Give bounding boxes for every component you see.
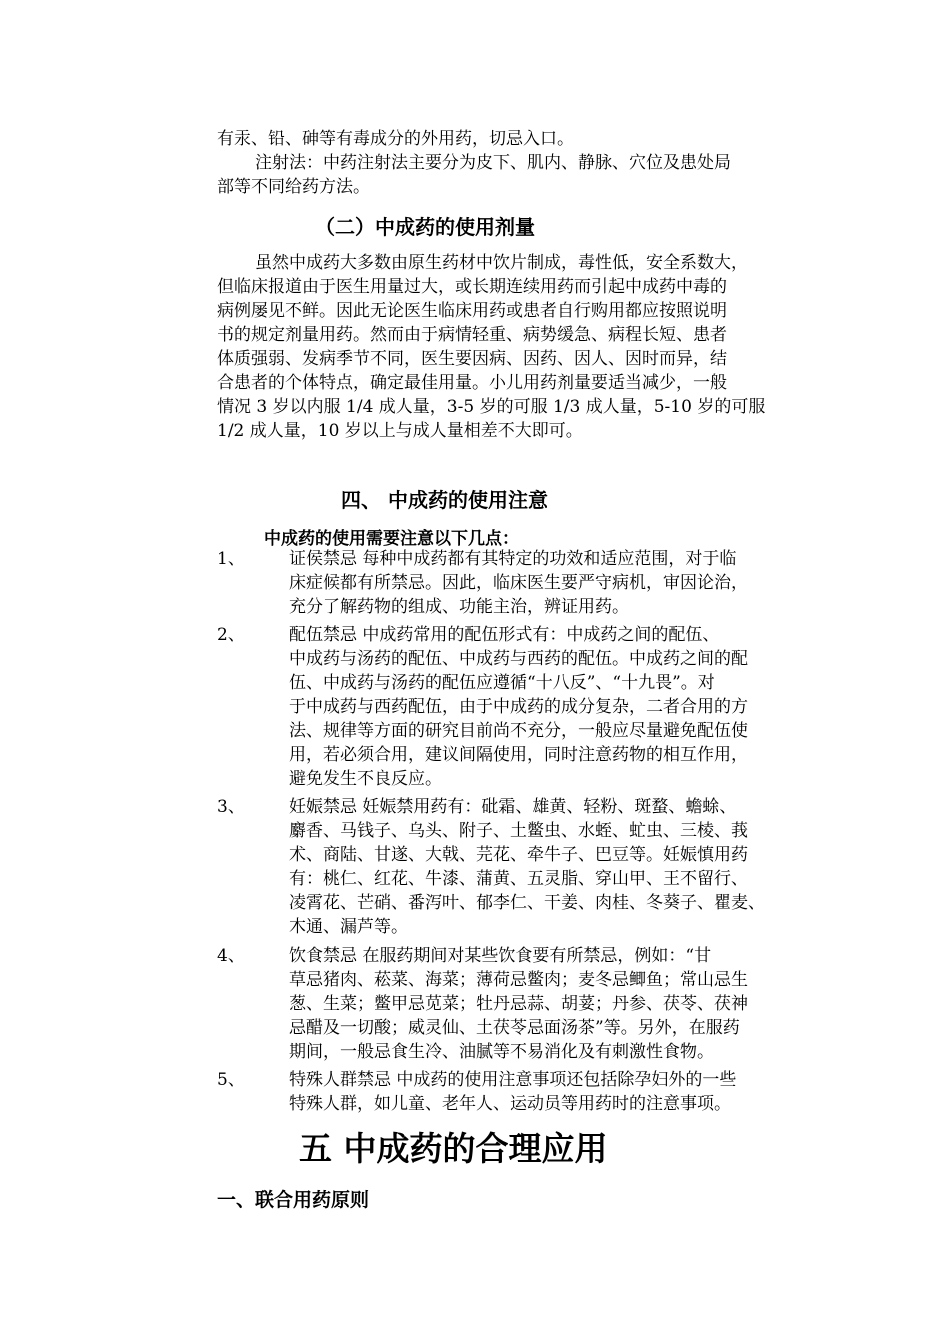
paragraph-line: 1/2 成人量，10 岁以上与成人量相差不大即可。 <box>217 421 583 441</box>
notes-intro: 中成药的使用需要注意以下几点： <box>264 529 519 549</box>
list-item-line: 麝香、马钱子、乌头、附子、土鳖虫、水蛭、虻虫、三棱、莪 <box>289 821 748 841</box>
list-item-line: 避免发生不良反应。 <box>289 769 442 789</box>
list-number: 1、 <box>217 549 245 569</box>
list-number: 2、 <box>217 625 245 645</box>
list-number: 5、 <box>217 1070 245 1090</box>
list-item-line: 葱、生菜；鳖甲忌苋菜；牡丹忌蒜、胡荽；丹参、茯苓、茯神 <box>289 994 748 1014</box>
paragraph-line: 但临床报道由于医生用量过大，或长期连续用药而引起中成药中毒的 <box>217 277 727 297</box>
list-item-line: 证侯禁忌 每种中成药都有其特定的功效和适应范围，对于临 <box>289 549 737 569</box>
list-item-line: 法、规律等方面的研究目前尚不充分，一般应尽量避免配伍使 <box>289 721 748 741</box>
intro-line: 有汞、铅、砷等有毒成分的外用药，切忌入口。 <box>217 129 574 149</box>
list-item-line: 伍、中成药与汤药的配伍应遵循“十八反”、“十九畏”。对 <box>289 673 715 693</box>
list-item-line: 饮食禁忌 在服药期间对某些饮食要有所禁忌，例如：“甘 <box>289 946 712 966</box>
intro-line: 部等不同给药方法。 <box>217 177 370 197</box>
list-item-line: 床症候都有所禁忌。因此，临床医生要严守病机，审因论治， <box>289 573 748 593</box>
list-item-line: 特殊人群，如儿童、老年人、运动员等用药时的注意事项。 <box>289 1094 731 1114</box>
section-heading-dosage: （二）中成药的使用剂量 <box>315 215 535 239</box>
list-item-line: 期间，一般忌食生冷、油腻等不易消化及有刺激性食物。 <box>289 1042 714 1062</box>
list-item-line: 木通、漏芦等。 <box>289 917 408 937</box>
paragraph-line: 合患者的个体特点，确定最佳用量。小儿用药剂量要适当减少，一般 <box>217 373 727 393</box>
list-item-line: 用，若必须合用，建议间隔使用，同时注意药物的相互作用， <box>289 745 748 765</box>
list-item-line: 凌霄花、芒硝、番泻叶、郁李仁、干姜、肉桂、冬葵子、瞿麦、 <box>289 893 765 913</box>
list-item-line: 有：桃仁、红花、牛漆、蒲黄、五灵脂、穿山甲、王不留行、 <box>289 869 748 889</box>
list-item-line: 配伍禁忌 中成药常用的配伍形式有：中成药之间的配伍、 <box>289 625 720 645</box>
paragraph-line: 病例屡见不鲜。因此无论医生临床用药或患者自行购用都应按照说明 <box>217 301 727 321</box>
list-item-line: 忌醋及一切酸；威灵仙、土茯苓忌面汤茶”等。另外，在服药 <box>289 1018 740 1038</box>
intro-line: 注射法：中药注射法主要分为皮下、肌内、静脉、穴位及患处局 <box>255 153 731 173</box>
list-item-line: 术、商陆、甘遂、大戟、芫花、牵牛子、巴豆等。妊娠慎用药 <box>289 845 748 865</box>
list-item-line: 中成药与汤药的配伍、中成药与西药的配伍。中成药之间的配 <box>289 649 748 669</box>
list-number: 4、 <box>217 946 245 966</box>
list-item-line: 妊娠禁忌 妊娠禁用药有：砒霜、雄黄、轻粉、斑蝥、蟾蜍、 <box>289 797 737 817</box>
list-item-line: 于中成药与西药配伍，由于中成药的成分复杂，二者合用的方 <box>289 697 748 717</box>
section-heading-notes: 四、 中成药的使用注意 <box>341 488 548 512</box>
paragraph-line: 书的规定剂量用药。然而由于病情轻重、病势缓急、病程长短、患者 <box>217 325 727 345</box>
subsection-heading: 一、联合用药原则 <box>217 1189 370 1211</box>
list-number: 3、 <box>217 797 245 817</box>
paragraph-line: 体质强弱、发病季节不同，医生要因病、因药、因人、因时而异，结 <box>217 349 727 369</box>
chapter-heading: 五 中成药的合理应用 <box>299 1129 608 1168</box>
list-item-line: 充分了解药物的组成、功能主治，辨证用药。 <box>289 597 629 617</box>
paragraph-line: 情况 3 岁以内服 1/4 成人量，3-5 岁的可服 1/3 成人量，5-10 岁的可服 <box>217 397 766 417</box>
list-item-line: 草忌猪肉、菘菜、海菜；薄荷忌鳖肉；麦冬忌鲫鱼；常山忌生 <box>289 970 748 990</box>
list-item-line: 特殊人群禁忌 中成药的使用注意事项还包括除孕妇外的一些 <box>289 1070 737 1090</box>
paragraph-line: 虽然中成药大多数由原生药材中饮片制成，毒性低，安全系数大， <box>255 253 748 273</box>
